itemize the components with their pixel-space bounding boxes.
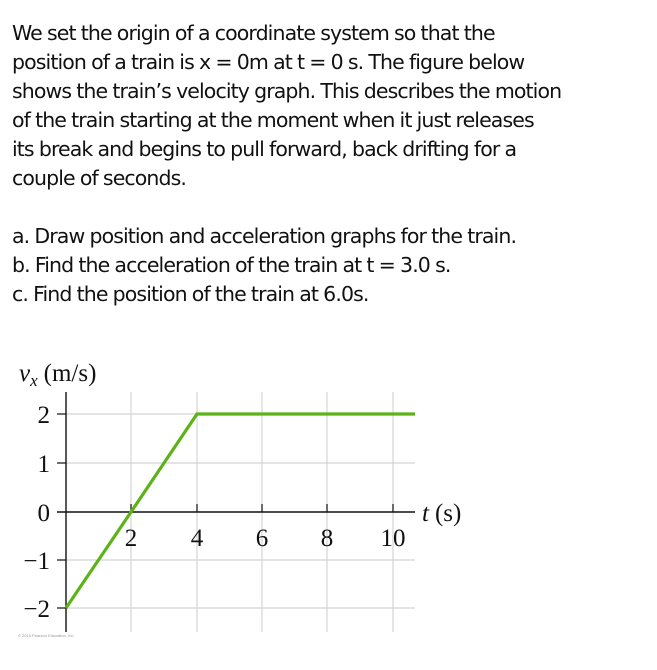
problem-intro — [12, 19, 652, 193]
grid-horizontal — [66, 414, 415, 608]
y-ticks — [57, 414, 66, 608]
question-c: c. Find the position of the train at 6.0s. — [12, 282, 369, 306]
intro-line: its break and begins to pull forward, back drifting for a — [12, 137, 517, 161]
intro-line: position of a train is x = 0m at t = 0 s. The figure below — [12, 50, 525, 74]
y-axis-label: $v_x$ (m/s) — [19, 360, 97, 390]
velocity-graph — [0, 350, 480, 650]
svg-text:−1: −1 — [23, 548, 50, 575]
copyright-notice: © 2015 Pearson Education, Inc. — [18, 633, 75, 638]
svg-text:4: 4 — [190, 525, 204, 552]
svg-text:1: 1 — [37, 451, 50, 478]
question-b: b. Find the acceleration of the train at t = 3.0 s. — [12, 253, 451, 277]
x-tick-labels — [125, 525, 406, 552]
svg-text:10: 10 — [380, 525, 406, 552]
velocity-line — [66, 414, 415, 608]
x-axis-label: t (s) — [422, 500, 462, 527]
svg-text:8: 8 — [320, 525, 334, 552]
question-list — [12, 222, 652, 309]
svg-text:2: 2 — [37, 402, 50, 429]
intro-line: couple of seconds. — [12, 166, 187, 190]
svg-text:−2: −2 — [23, 596, 50, 623]
problem-statement — [12, 19, 652, 309]
y-tick-labels — [23, 402, 50, 623]
svg-text:2: 2 — [124, 525, 138, 552]
question-a: a. Draw position and acceleration graphs for the train. — [12, 224, 517, 248]
intro-line: shows the train’s velocity graph. This describes the motion — [12, 79, 562, 103]
svg-text:0: 0 — [37, 500, 50, 527]
intro-line: of the train starting at the moment when it just releases — [12, 108, 534, 132]
intro-line: We set the origin of a coordinate system so that the — [12, 21, 495, 45]
svg-text:6: 6 — [255, 525, 269, 552]
x-ticks — [131, 504, 393, 512]
